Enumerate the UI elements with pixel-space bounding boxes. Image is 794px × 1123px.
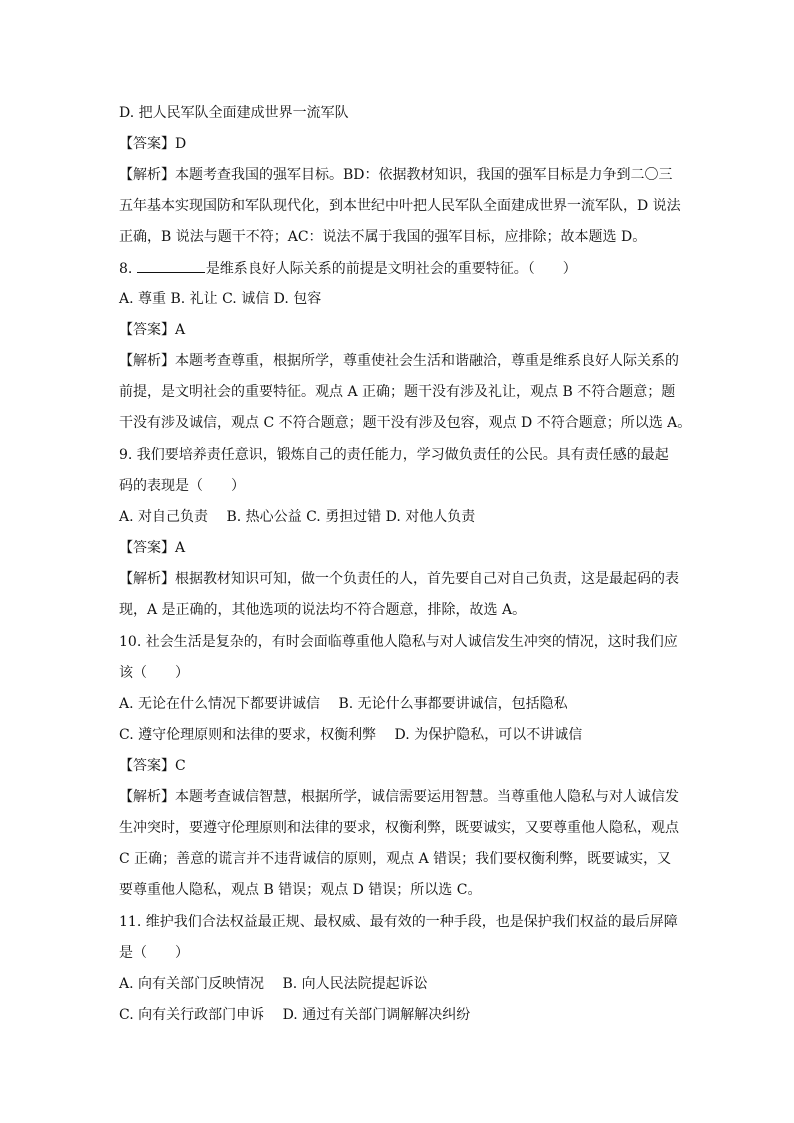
q7-analysis-line-3: 正确，B 说法与题干不符；AC：说法不属于我国的强军目标，应排除；故本题选 D。 (119, 229, 647, 245)
q10-stem-line-1: 10. 社会生活是复杂的，有时会面临尊重他人隐私与对人诚信发生冲突的情况，这时我们应 (119, 634, 678, 650)
q7-answer: 【答案】D (119, 136, 187, 152)
q10-analysis-line-2: 生冲突时，要遵守伦理原则和法律的要求，权衡利弊，既要诚实，又要尊重他人隐私，观点 (119, 820, 679, 836)
q11-options-line-1: A. 向有关部门反映情况 B. 向人民法院提起诉讼 (119, 976, 428, 992)
q11-stem-line-2: 是（ ） (119, 945, 189, 961)
q11-options-line-2: C. 向有关行政部门申诉 D. 通过有关部门调解解决纠纷 (119, 1007, 471, 1023)
q9-answer: 【答案】A (119, 540, 186, 556)
q8-analysis-line-2: 前提，是文明社会的重要特征。观点 A 正确；题干没有涉及礼让，观点 B 不符合题意；题 (119, 384, 676, 400)
q8-stem (119, 259, 577, 277)
q10-answer: 【答案】C (119, 758, 186, 774)
q9-options: A. 对自己负责 B. 热心公益 C. 勇担过错 D. 对他人负责 (119, 509, 476, 525)
q7-analysis-line-1: 【解析】本题考查我国的强军目标。BD：依据教材知识，我国的强军目标是力争到二〇三 (119, 167, 673, 183)
q8-stem-text: 是维系良好人际关系的前提是文明社会的重要特征。（ ） (205, 261, 577, 277)
q7-option-d: D. 把人民军队全面建成世界一流军队 (119, 105, 349, 121)
q10-options-line-2: C. 遵守伦理原则和法律的要求，权衡利弊 D. 为保护隐私，可以不讲诚信 (119, 727, 583, 743)
q9-stem-line-1: 9. 我们要培养责任意识，锻炼自己的责任能力，学习做负责任的公民。具有责任感的最起 (119, 447, 669, 463)
q7-analysis-line-2: 五年基本实现国防和军队现代化，到本世纪中叶把人民军队全面建成世界一流军队，D 说法 (119, 198, 681, 214)
q9-analysis-line-2: 现，A 是正确的，其他选项的说法均不符合题意，排除，故选 A。 (119, 602, 527, 618)
q8-number: 8. (119, 261, 133, 277)
q9-analysis-line-1: 【解析】根据教材知识可知，做一个负责任的人，首先要自己对自己负责，这是最起码的表 (119, 571, 679, 587)
q10-stem-line-2: 该（ ） (119, 665, 189, 681)
q9-stem-line-2: 码的表现是（ ） (119, 478, 245, 494)
q8-fill-blank (137, 259, 205, 273)
q8-analysis-line-3: 干没有涉及诚信，观点 C 不符合题意；题干没有涉及包容，观点 D 不符合题意；所以选 A。 (119, 415, 692, 431)
q8-answer: 【答案】A (119, 322, 186, 338)
q11-stem-line-1: 11. 维护我们合法权益最正规、最权威、最有效的一种手段，也是保护我们权益的最后屏障 (119, 914, 678, 930)
q8-analysis-line-1: 【解析】本题考查尊重，根据所学，尊重使社会生活和谐融洽，尊重是维系良好人际关系的 (119, 353, 679, 369)
q10-analysis-line-1: 【解析】本题考查诚信智慧，根据所学，诚信需要运用智慧。当尊重他人隐私与对人诚信发 (119, 789, 679, 805)
q10-analysis-line-3: C 正确；善意的谎言并不违背诚信的原则，观点 A 错误；我们要权衡利弊，既要诚实，又 (119, 851, 672, 867)
q10-options-line-1: A. 无论在什么情况下都要讲诚信 B. 无论什么事都要讲诚信，包括隐私 (119, 696, 568, 712)
q10-analysis-line-4: 要尊重他人隐私，观点 B 错误；观点 D 错误；所以选 C。 (119, 882, 482, 898)
q8-options: A. 尊重 B. 礼让 C. 诚信 D. 包容 (119, 291, 322, 307)
